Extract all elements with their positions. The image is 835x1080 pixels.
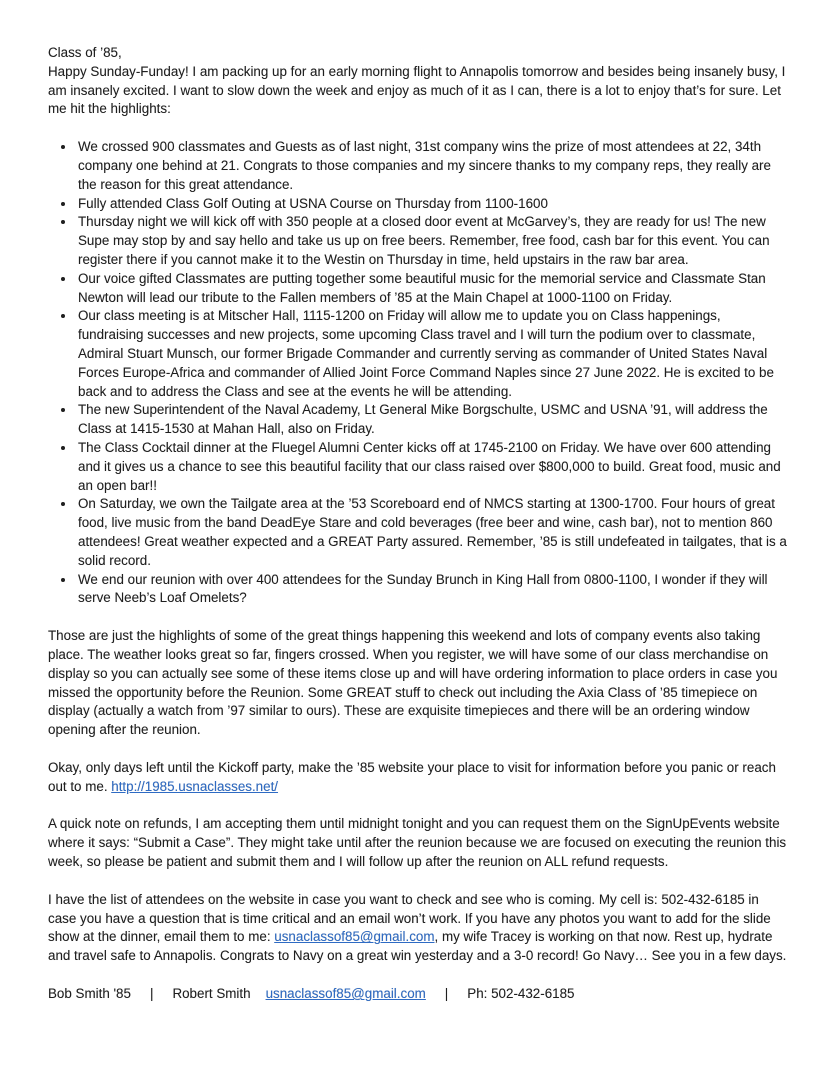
list-item-class-meeting: • Our class meeting is at Mitscher Hall, 1115-1200 on Friday will allow me to update you on Class happenings, fundraising successes and new projects, some upcoming Class travel and I will turn the podium over to classmate, Admiral Stuart Munsch, our former Brigade Commander and currently serving as commander of United States Naval Forces Europe-Africa and commander of Allied Joint Force Command Naples since 27 June 2022. He is excited to be back and to address the Class and see at the events he will be attending. bbox=[76, 307, 789, 401]
list-item-superintendent-address: • The new Superintendent of the Naval Academy, Lt General Mike Borgschulte, USMC and USNA ’91, will address the Class at 1415-1530 at Mahan Hall, also on Friday. bbox=[76, 401, 789, 439]
email-link[interactable]: usnaclassof85@gmail.com bbox=[274, 929, 435, 945]
list-item-sunday-brunch: • We end our reunion with over 400 attendees for the Sunday Brunch in King Hall from 0800-1100, I wonder if they will serve Neeb’s Loaf Omelets? bbox=[76, 571, 789, 609]
website-paragraph bbox=[48, 759, 789, 797]
attendees-paragraph bbox=[48, 891, 789, 966]
list-item-tailgate: • On Saturday, we own the Tailgate area at the ’53 Scoreboard end of NMCS starting at 1300-1700. Four hours of great food, live music from the band DeadEye Stare and cold beverages (free beer and wine, cash bar), not to mention 860 attendees! Great weather expected and a GREAT Party assured. Remember, ’85 is still undefeated in tailgates, that is a solid record. bbox=[76, 495, 789, 570]
signature-name-short: Bob Smith '85 bbox=[48, 986, 131, 1002]
greeting-line: Class of ’85, bbox=[48, 45, 122, 60]
list-item-kickoff-mcgarveys: • Thursday night we will kick off with 350 people at a closed door event at McGarvey’s, they are ready for us! The new Supe may stop by and say hello and take us up on free beers. Remember, free food, cash bar for this event. You can register there if you cannot make it to the Westin on Thursday in time, held upstairs in the raw bar area. bbox=[76, 213, 789, 269]
summary-paragraph: Those are just the highlights of some of the great things happening this weekend and lots of company events also taking place. The weather looks great so far, fingers crossed. When you register, we will have some of our class merchandise on display so you can actually see some of these items close up and will have ordering information to place orders in case you missed the opportunity before the Reunion. Some GREAT stuff to check out including the Axia Class of ’85 timepiece on display (actually a watch from ’97 similar to ours). These are exquisite timepieces and there will be an ordering window opening after the reunion. bbox=[48, 628, 778, 738]
signature-phone: Ph: 502-432-6185 bbox=[467, 986, 575, 1002]
list-item-cocktail-dinner: • The Class Cocktail dinner at the Fluegel Alumni Center kicks off at 1745-2100 on Friday. We have over 600 attending and it gives us a chance to see this beautiful facility that our class raised over $800,000 to build. Great food, music and an open bar!! bbox=[76, 439, 789, 495]
list-item-memorial-service: • Our voice gifted Classmates are putting together some beautiful music for the memorial service and Classmate Stan Newton will lead our tribute to the Fallen members of ’85 at the Main Chapel at 1000-1100 on Friday. bbox=[76, 270, 789, 308]
signature-separator: | bbox=[149, 986, 154, 1002]
list-item-attendance: • We crossed 900 classmates and Guests as of last night, 31st company wins the prize of most attendees at 22, 34th company one behind at 21. Congrats to those companies and my sincere thanks to my company reps, they really are the reason for this great attendance. bbox=[76, 138, 789, 194]
signature-full-name: Robert Smith bbox=[172, 986, 251, 1002]
intro-paragraph: Happy Sunday-Funday! I am packing up for an early morning flight to Annapolis tomorrow and besides being insanely busy, I am insanely excited. I want to slow down the week and enjoy as much of it as I can, there is a lot to enjoy that’s for sure. Let me hit the highlights: bbox=[48, 63, 786, 117]
highlights-list bbox=[48, 138, 789, 608]
signature-line bbox=[48, 985, 789, 1004]
attendees-paragraph-text-after: , my wife Tracey is working on that now. Rest up, hydrate and travel safe to Annapolis. Congrats to Navy on a great win yesterday and a 3-0 record! Go Navy… See you in a few days. bbox=[48, 929, 787, 964]
signature-email-link[interactable]: usnaclassof85@gmail.com bbox=[265, 986, 426, 1002]
list-item-golf-outing: • Fully attended Class Golf Outing at USNA Course on Thursday from 1100-1600 bbox=[76, 195, 789, 214]
refunds-paragraph: A quick note on refunds, I am accepting them until midnight tonight and you can request them on the SignUpEvents website where it says: “Submit a Case”. They might take until after the reunion because we are focused on executing the reunion this week, so please be patient and submit them and I will follow up after the reunion on ALL refund requests. bbox=[48, 816, 787, 870]
class-website-link[interactable]: http://1985.usnaclasses.net/ bbox=[111, 778, 279, 794]
signature-separator: | bbox=[444, 986, 449, 1002]
attendees-paragraph-text-before: I have the list of attendees on the website in case you want to check and see who is coming. My cell is: 502-432-6185 in case you have a question that is time critical and an email won’t work. If you have any photos you want to add for the slide show at the dinner, email them to me: bbox=[48, 891, 771, 945]
website-paragraph-text: Okay, only days left until the Kickoff party, make the ’85 website your place to visit for information before you panic or reach out to me. bbox=[48, 759, 776, 794]
